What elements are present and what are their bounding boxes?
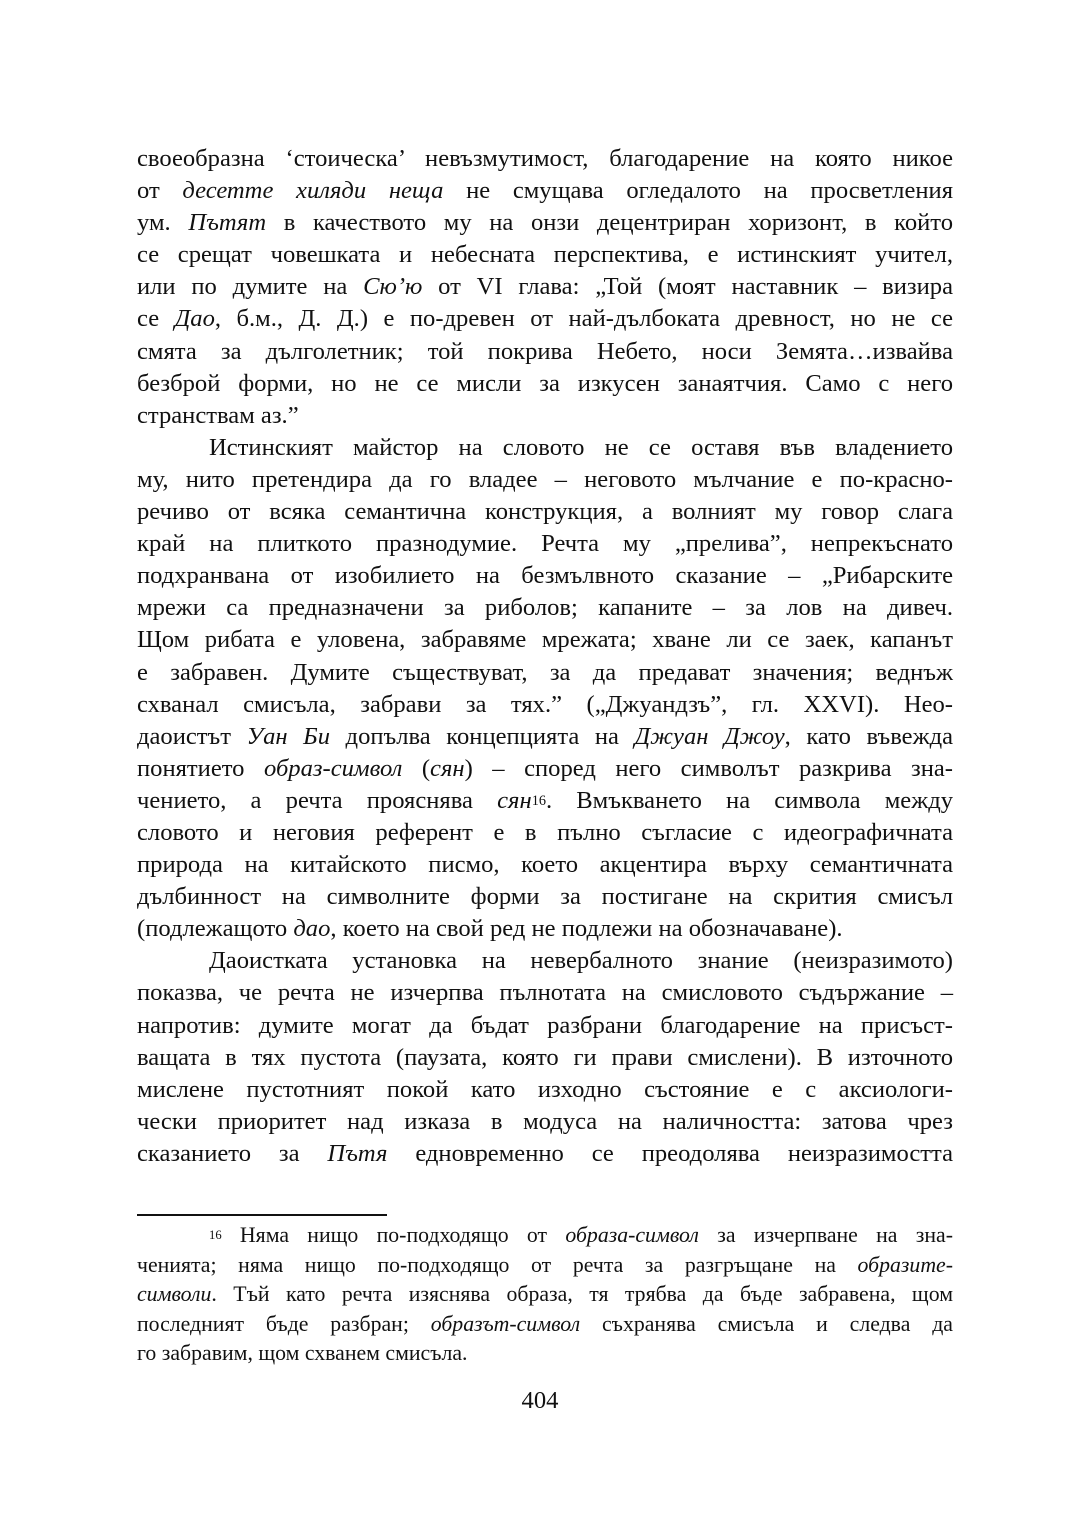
text-line: напротив: думите могат да бъдат разбрани благодарение на присъст- <box>137 1011 953 1039</box>
text-line: е забравен. Думите съществуват, за да предават значения; веднъж <box>137 658 953 686</box>
text-line: показва, че речта не изчерпва пълнотата на смисловото съдържание – <box>137 979 953 1007</box>
text-line: даоистът Уан Би допълва концепцията на Джуан Джоу, като въвежда <box>137 722 954 750</box>
footnote-line: ченията; няма нищо по-подходящо от речта за разгръщане на образите- <box>137 1252 953 1277</box>
text-line: схванал смисъла, забрави за тях.” („Джуандзъ”, гл. XXVI). Нео- <box>137 690 953 718</box>
text-line: му, нито претендира да го владее – неговото мълчание е по-красно- <box>137 465 953 493</box>
text-line: Щом рибата е уловена, забравяме мрежата; хване ли се заек, капанът <box>137 626 953 654</box>
page-number: 404 <box>521 1387 559 1414</box>
text-line: странствам аз.” <box>137 401 299 429</box>
text-line: сказанието за Пътя едновременно се преодолява неизразимостта <box>137 1139 953 1167</box>
text-line: чески приоритет над изказа в модуса на наличността: затова чрез <box>137 1107 953 1135</box>
footnote-reference[interactable]: 16 <box>531 793 546 810</box>
paragraph-start-line: Даоистката установка на невербалното знание (неизразимото) <box>209 947 953 975</box>
text-line: дълбинност на символните форми за постигане на скрития смисъл <box>137 883 953 911</box>
text-line: или по думите на Сю’ю от VI глава: „Той (моят наставник – визира <box>137 273 953 301</box>
footnote-separator <box>137 1214 387 1216</box>
text-line: се Дао, б.м., Д. Д.) е по-древен от най-дълбоката древност, но не се <box>137 305 954 333</box>
footnote-line: символи. Тъй като речта изяснява образа, тя трябва да бъде забравена, щом <box>137 1282 953 1306</box>
text-line: мрежи са предназначени за риболов; капаните – за лов на дивеч. <box>137 594 953 622</box>
text-line: от десетте хиляди неща не смущава огледалото на просветления <box>137 177 954 205</box>
text-line: речиво от всяка семантична конструкция, а волният му говор слага <box>137 498 953 526</box>
footnote-16 <box>137 1221 953 1369</box>
text-line: ум. Пътят в качеството му на онзи децентриран хоризонт, в който <box>137 209 953 237</box>
text-line: край на плиткото празнодумие. Речта му „прелива”, непрекъснато <box>137 530 953 558</box>
text-line: своеобразна ‘стоическа’ невъзмутимост, благодарение на която никое <box>137 145 953 172</box>
text-line: понятието образ-символ (сян) – според него символът разкрива зна- <box>137 754 953 782</box>
text-line: смята за дълголетник; той покрива Небето, носи Земята…извайва <box>137 337 953 365</box>
footnote-line: го забравим, щом схванем смисъла. <box>137 1341 468 1365</box>
text-line: мислене пустотният покой като изходно състояние е с аксиологи- <box>137 1075 953 1103</box>
text-line: подхранвана от изобилието на безмълвното сказание – „Рибарските <box>137 562 953 590</box>
text-line: чението, а речта прояснява сян$^{16}$. Вмъкването на символа между <box>137 786 954 814</box>
text-line: се срещат човешката и небесната перспектива, е истинският учител, <box>137 241 953 269</box>
text-line: (подлежащото дао, което на свой ред не подлежи на обозначаване). <box>137 915 843 943</box>
text-line: природа на китайското писмо, което акцентира върху семантичната <box>137 851 953 879</box>
text-line: безброй форми, но не се мисли за изкусен занаятчия. Само с него <box>137 369 953 397</box>
text-line: словото и неговия референт е в пълно съгласие с идеографичната <box>137 818 953 846</box>
footnote-line: $^{16}$ Няма нищо по-подходящо от образа-символ за изчерпване на зна- <box>209 1223 953 1247</box>
main-text <box>137 143 953 1170</box>
paragraph-start-line: Истинският майстор на словото не се оставя във владението <box>209 433 953 461</box>
footnote-line: последният бъде разбран; образът-символ съхранява смисъла и следва да <box>137 1311 953 1336</box>
footnote-number: 16 <box>209 1228 222 1243</box>
text-line: ващата в тях пустота (паузата, която ги прави смислени). В източното <box>137 1043 953 1071</box>
